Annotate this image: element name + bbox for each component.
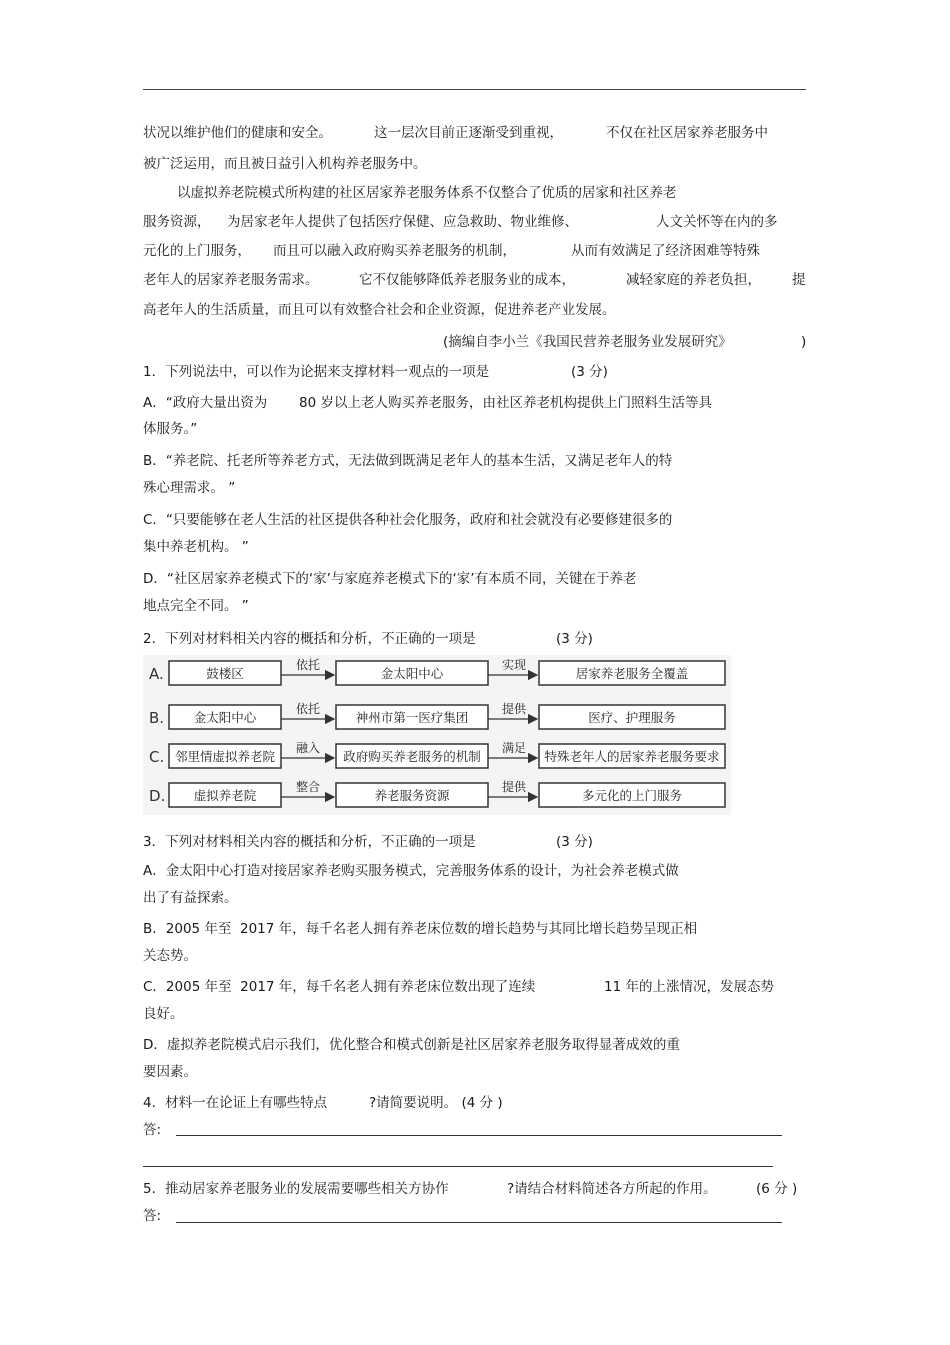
text-segment: 80 岁以上老人购买养老服务，由社区养老机构提供上门照料生活等具: [299, 395, 712, 411]
flow-box-label: 医疗、护理服务: [588, 710, 676, 725]
flow-box-label: 金太阳中心: [380, 666, 444, 681]
flow-diagram-svg: [143, 655, 731, 815]
flow-arrow-label: 整合: [295, 780, 321, 794]
option-d: D．“社区居家养老模式下的‘家’与家庭养老模式下的‘家’有本质不同，关键在于养老: [143, 571, 637, 587]
row-label: A.: [149, 665, 164, 683]
answer-blank[interactable]: [176, 1135, 782, 1136]
paragraph-line: 被广泛运用，而且被日益引入机构养老服务中。: [143, 156, 427, 172]
header-rule: [143, 89, 806, 90]
answer-blank[interactable]: [176, 1222, 782, 1223]
text-segment: ?请结合材料简述各方所起的作用。: [507, 1181, 717, 1197]
text-segment: 提: [792, 272, 806, 288]
flow-box-label: 居家养老服务全覆盖: [575, 666, 689, 681]
option-c-cont: 集中养老机构。 ”: [143, 539, 249, 555]
flow-arrow-label: 依托: [295, 702, 321, 716]
score-label: (6 分 ): [756, 1181, 798, 1197]
text-segment: 2．下列对材料相关内容的概括和分析，不正确的一项是: [143, 631, 476, 647]
option-b: B．2005 年至 2017 年，每千名老人拥有养老床位数的增长趋势与其同比增长趋势呈现正相: [143, 921, 698, 937]
flow-arrow-label: 提供: [501, 702, 527, 716]
option-c-cont: 良好。: [143, 1006, 184, 1022]
option-b: B．“养老院、托老所等养老方式，无法做到既满足老年人的基本生活，又满足老年人的特: [143, 453, 673, 469]
text-segment: 1．下列说法中，可以作为论据来支撑材料一观点的一项是: [143, 364, 490, 380]
text-segment: 老年人的居家养老服务需求。: [143, 272, 319, 288]
text-segment: ): [801, 334, 807, 350]
flow-box-label: 特殊老年人的居家养老服务要求: [544, 749, 720, 764]
text-segment: 5．推动居家养老服务业的发展需要哪些相关方协作: [143, 1181, 449, 1197]
flow-box-label: 鼓楼区: [206, 666, 244, 681]
text-segment: 11 年的上涨情况，发展态势: [604, 979, 774, 995]
flow-diagram: [143, 655, 731, 815]
option-d-cont: 地点完全不同。 ”: [143, 598, 249, 614]
option-a-cont: 体服务。”: [143, 421, 198, 437]
text-segment: 状况以维护他们的健康和安全。: [143, 125, 332, 141]
option-a: A．金太阳中心打造对接居家养老购买服务模式，完善服务体系的设计，为社会养老模式做: [143, 863, 679, 879]
flow-arrow-label: 提供: [501, 780, 527, 794]
text-segment: 而且可以融入政府购买养老服务的机制，: [273, 243, 516, 259]
flow-arrow-label: 实现: [501, 658, 527, 672]
text-segment: (摘编自李小兰《我国民营养老服务业发展研究》: [443, 334, 732, 350]
paragraph-line: 高老年人的生活质量，而且可以有效整合社会和企业资源，促进养老产业发展。: [143, 302, 616, 318]
flow-box-label: 神州市第一医疗集团: [355, 710, 469, 725]
option-c: C．“只要能够在老人生活的社区提供各种社会化服务，政府和社会就没有必要修建很多的: [143, 512, 673, 528]
row-label: C.: [149, 748, 165, 766]
text-segment: ?请简要说明。 (4 分 ): [369, 1095, 503, 1111]
text-segment: 人文关怀等在内的多: [656, 214, 778, 230]
text-segment: 4．材料一在论证上有哪些特点: [143, 1095, 328, 1111]
option-a-cont: 出了有益探索。: [143, 890, 238, 906]
answer-label: 答:: [143, 1122, 162, 1138]
answer-blank[interactable]: [143, 1166, 773, 1167]
answer-label: 答:: [143, 1208, 162, 1224]
text-segment: 这一层次目前正逐渐受到重视，: [374, 125, 563, 141]
flow-arrow-label: 满足: [501, 741, 527, 755]
row-label: B.: [149, 709, 165, 727]
text-segment: 为居家老年人提供了包括医疗保健、应急救助、物业维修、: [227, 214, 578, 230]
option-b-cont: 关态势。: [143, 948, 197, 964]
text-segment: 元化的上门服务，: [143, 243, 251, 259]
text-segment: 3．下列对材料相关内容的概括和分析，不正确的一项是: [143, 834, 476, 850]
text-segment: 服务资源，: [143, 214, 211, 230]
flow-box-label: 多元化的上门服务: [581, 788, 683, 803]
text-segment: C．2005 年至 2017 年，每千名老人拥有养老床位数出现了连续: [143, 979, 536, 995]
text-segment: 减轻家庭的养老负担，: [626, 272, 761, 288]
paragraph-line: 以虚拟养老院模式所构建的社区居家养老服务体系不仅整合了优质的居家和社区养老: [177, 185, 677, 201]
flow-box-label: 虚拟养老院: [193, 788, 257, 803]
score-label: (3 分): [556, 631, 593, 647]
flow-box-label: 养老服务资源: [374, 788, 450, 803]
option-d-cont: 要因素。: [143, 1064, 197, 1080]
option-b-cont: 殊心理需求。 ”: [143, 480, 236, 496]
flow-box-label: 政府购买养老服务的机制: [343, 749, 481, 764]
flow-arrow-label: 融入: [295, 741, 321, 755]
row-label: D.: [149, 787, 166, 805]
text-segment: 它不仅能够降低养老服务业的成本，: [359, 272, 575, 288]
score-label: (3 分): [571, 364, 608, 380]
flow-box-label: 邻里情虚拟养老院: [174, 749, 276, 764]
option-d: D．虚拟养老院模式启示我们，优化整合和模式创新是社区居家养老服务取得显著成效的重: [143, 1037, 680, 1053]
text-segment: 不仅在社区居家养老服务中: [606, 125, 768, 141]
text-segment: 从而有效满足了经济困难等特殊: [571, 243, 760, 259]
flow-arrow-label: 依托: [295, 658, 321, 672]
score-label: (3 分): [556, 834, 593, 850]
flow-box-label: 金太阳中心: [193, 710, 257, 725]
text-segment: A．“政府大量出资为: [143, 395, 268, 411]
